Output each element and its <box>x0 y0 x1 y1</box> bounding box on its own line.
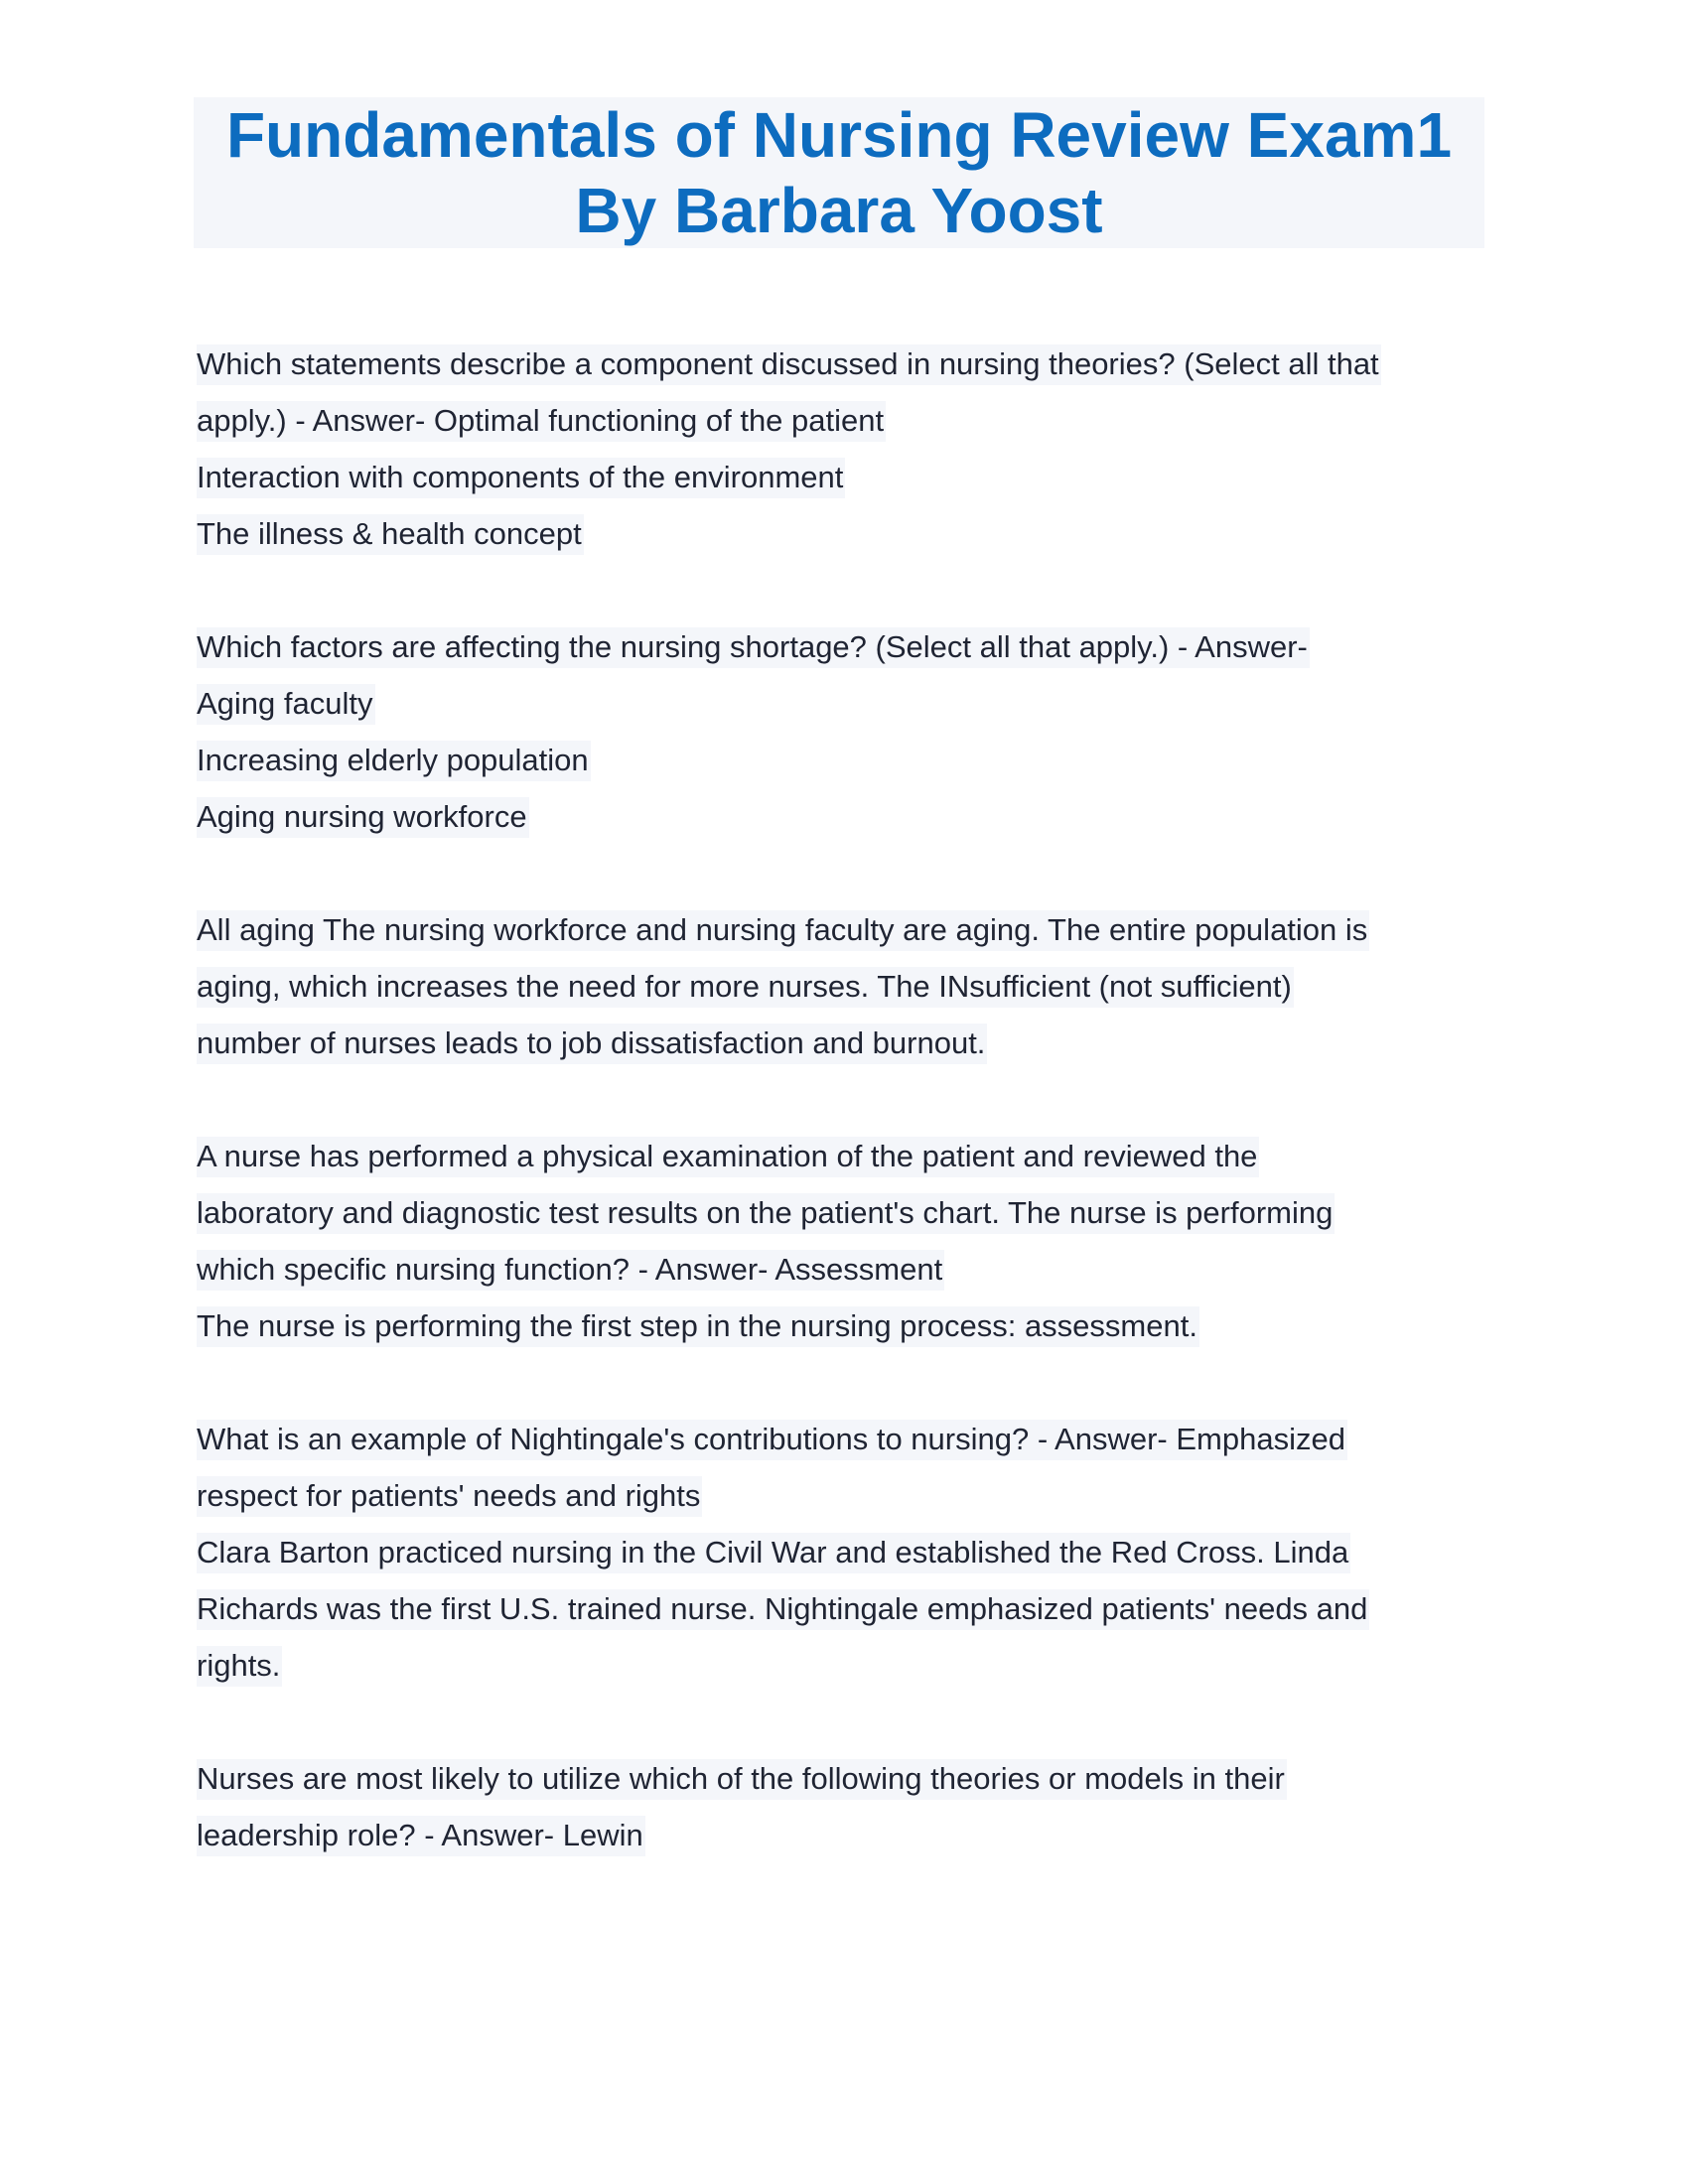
text-line: Nurses are most likely to utilize which of the following theories or models in their <box>197 1750 1497 1807</box>
text-line: respect for patients' needs and rights <box>197 1467 1497 1524</box>
text-line: Richards was the first U.S. trained nurse. Nightingale emphasized patients' needs and <box>197 1580 1497 1637</box>
qa-block-theories <box>197 336 1497 562</box>
qa-block-shortage <box>197 618 1497 845</box>
text-line: Aging faculty <box>197 675 1497 732</box>
text-line: The illness & health concept <box>197 505 1497 562</box>
text-line: Interaction with components of the environment <box>197 449 1497 505</box>
text-line: All aging The nursing workforce and nursing faculty are aging. The entire population is <box>197 901 1497 958</box>
text-line: which specific nursing function? - Answer- Assessment <box>197 1241 1497 1297</box>
text-line: Which statements describe a component discussed in nursing theories? (Select all that <box>197 336 1497 392</box>
title-line-1: Fundamentals of Nursing Review Exam1 <box>225 99 1453 171</box>
text-line: The nurse is performing the first step in the nursing process: assessment. <box>197 1297 1497 1354</box>
title-line-2: By Barbara Yoost <box>575 175 1103 246</box>
document-title <box>194 97 1484 248</box>
text-line: A nurse has performed a physical examination of the patient and reviewed the <box>197 1128 1497 1184</box>
qa-block-leadership <box>197 1750 1497 1863</box>
text-line: Aging nursing workforce <box>197 788 1497 845</box>
text-line: number of nurses leads to job dissatisfaction and burnout. <box>197 1015 1497 1071</box>
text-line: laboratory and diagnostic test results on the patient's chart. The nurse is performing <box>197 1184 1497 1241</box>
text-line: What is an example of Nightingale's contributions to nursing? - Answer- Emphasized <box>197 1411 1497 1467</box>
document-body <box>197 336 1497 1920</box>
text-line: Clara Barton practiced nursing in the Civil War and established the Red Cross. Linda <box>197 1524 1497 1580</box>
qa-block-assessment <box>197 1128 1497 1354</box>
text-line: rights. <box>197 1637 1497 1694</box>
rationale-block-aging <box>197 901 1497 1071</box>
text-line: Increasing elderly population <box>197 732 1497 788</box>
text-line: apply.) - Answer- Optimal functioning of the patient <box>197 392 1497 449</box>
text-line: leadership role? - Answer- Lewin <box>197 1807 1497 1863</box>
text-line: aging, which increases the need for more nurses. The INsufficient (not sufficient) <box>197 958 1497 1015</box>
text-line: Which factors are affecting the nursing shortage? (Select all that apply.) - Answer- <box>197 618 1497 675</box>
qa-block-nightingale <box>197 1411 1497 1694</box>
